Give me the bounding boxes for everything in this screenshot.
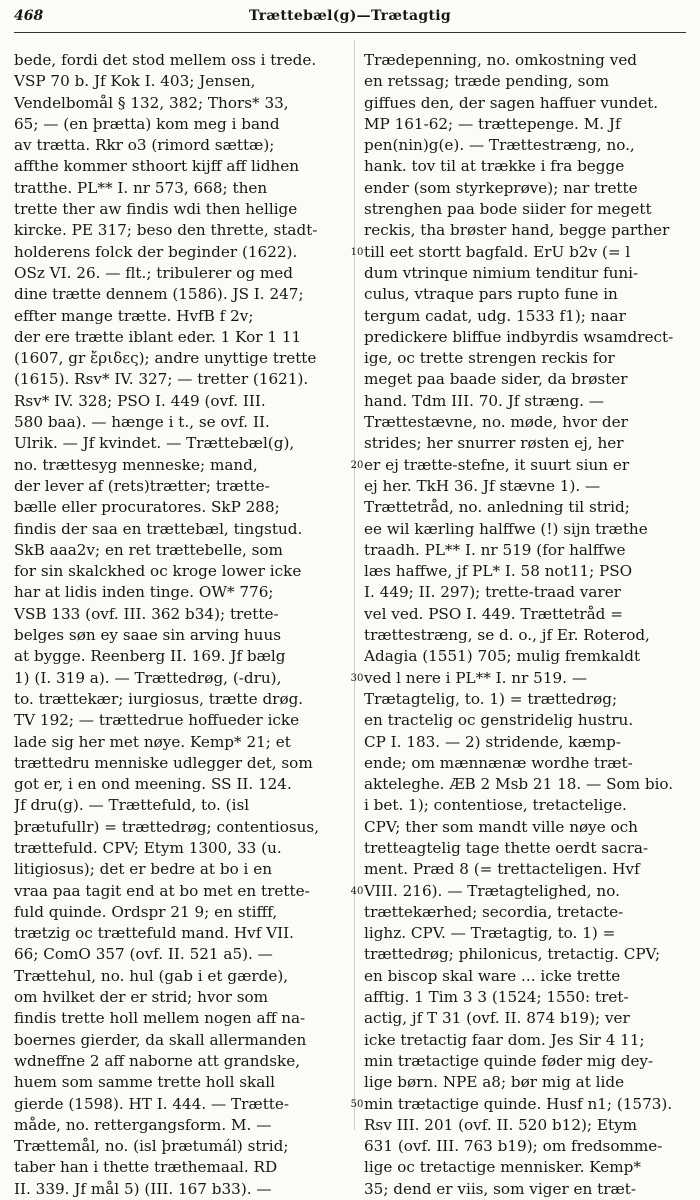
text-line: har at lidis inden tinge. OW* 776; [14,583,274,602]
text-line: min trætactige quinde. Husf n1; (1573). [364,1094,673,1113]
text-line: dine trætte dennem (1586). JS I. 247; [14,285,304,304]
text-line: (1615). Rsv* IV. 327; — tretter (1621). [14,370,309,389]
text-line: got er, i en ond meening. SS II. 124. [14,775,292,794]
page-number: 468 [14,8,44,24]
text-line: dum vtrinque nimium tenditur funi- [364,263,639,282]
text-line: MP 161-62; — trættepenge. M. Jf [364,114,621,133]
text-line: min trætactige quinde føder mig dey- [364,1051,654,1070]
line-number: 40 [350,885,364,897]
text-line: bede, fordi det stod mellem oss i trede. [14,51,317,69]
text-line: giffues den, der sagen haffuer vundet. [364,93,659,112]
text-line: huem som samme trette holl skall [14,1073,276,1092]
text-line: VSB 133 (ovf. III. 362 b34); trette- [14,604,279,623]
text-line: 631 (ovf. III. 763 b19); om fredsomme- [364,1137,663,1156]
text-line: gierde (1598). HT I. 444. — Trætte- [14,1094,290,1113]
text-line: lighz. CPV. — Trætagtig, to. 1) = [364,924,616,943]
text-line: reckis, tha brøster hand, begge parther [364,221,670,240]
header-rule [14,32,686,33]
text-line: Trædepenning, no. omkostning ved [364,51,638,69]
text-line: Trættemål, no. (isl þrætumál) strid; [14,1137,289,1156]
text-line: trette ther aw findis wdi then hellige [14,200,298,219]
text-line: icke tretactig faar dom. Jes Sir 4 11; [364,1030,645,1049]
text-line: ej her. TkH 36. Jf stævne 1). — [364,476,601,495]
text-line: taber han i thette træthemaal. RD [14,1158,278,1177]
text-line: vel ved. PSO I. 449. Trættetråd = [364,604,623,623]
text-line: Ulrik. — Jf kvindet. — Trættebæl(g), [14,434,295,453]
text-line: tergum cadat, udg. 1533 f1); naar [364,306,626,325]
page-header [0,0,700,46]
text-line: holderens folck der beginder (1622). [14,242,298,261]
text-line: CP I. 183. — 2) stridende, kæmp- [364,732,622,751]
text-line: afftig. 1 Tim 3 3 (1524; 1550: tret- [364,988,629,1007]
text-line: Rsv III. 201 (ovf. II. 520 b12); Etym [364,1115,638,1134]
text-line: traadh. PL** I. nr 519 (for halffwe [364,540,626,559]
text-line: om hvilket der er strid; hvor som [14,988,269,1007]
text-line: Rsv* IV. 328; PSO I. 449 (ovf. III. [14,391,266,410]
text-line: þrætufullr) = trættedrøg; contentiosus, [14,817,320,836]
text-line: 66; ComO 357 (ovf. II. 521 a5). — [14,945,273,964]
text-line: bælle eller procuratores. SkP 288; [14,498,280,517]
running-head: Trættebæl(g)—Trætagtig [249,8,451,24]
text-line: hank. tov til at trække i fra begge [364,157,625,176]
text-line: findis der saa en trættebæl, tingstud. [14,519,303,538]
left-column [14,50,349,1200]
text-line: er ej trætte-stefne, it suurt siun er [364,455,630,474]
text-line: trættekærhed; secordia, tretacte- [364,902,624,921]
text-line: no. trættesyg menneske; mand, [14,455,258,474]
text-line: trættefuld. CPV; Etym 1300, 33 (u. [14,838,282,857]
text-line: Adagia (1551) 705; mulig fremkaldt [364,647,641,666]
text-line: ment. Præd 8 (= trettacteligen. Hvf [364,860,640,879]
text-line: strenghen paa bode siider for megett [364,200,652,219]
text-line: VSP 70 b. Jf Kok I. 403; Jensen, [14,72,256,91]
column-divider [354,40,355,1130]
text-line: en retssag; træde pending, som [364,72,610,91]
text-line: at bygge. Reenberg II. 169. Jf bælg [14,647,286,666]
text-line: Trættehul, no. hul (gab i et gærde), [14,966,289,985]
text-line: to. trættekær; iurgiosus, trætte drøg. [14,689,304,708]
text-line: 1) (I. 319 a). — Trættedrøg, (-dru), [14,668,282,687]
text-line: der ere trætte iblant eder. 1 Kor 1 11 [14,327,302,346]
text-line: ender (som styrkeprøve); nar trette [364,178,638,197]
text-line: (1607, gr ἔριδες); andre unyttige trette [14,349,317,368]
text-line: læs haffwe, jf PL* I. 58 not11; PSO [364,562,633,581]
right-column [364,50,699,1200]
text-line: 65; — (en þrætta) kom meg i band [14,114,280,133]
text-line: der lever af (rets)trætter; trætte- [14,476,270,495]
text-line: hand. Tdm III. 70. Jf stræng. — [364,391,605,410]
text-line: tretteagtelig tage thette oerdt sacra- [364,838,649,857]
text-line: Jf dru(g). — Trættefuld, to. (isl [14,796,250,815]
line-number: 50 [350,1098,364,1110]
text-line: boernes gierder, da skall allermanden [14,1030,307,1049]
text-line: 580 baa). — hænge i t., se ovf. II. [14,413,270,432]
text-line: av trætta. Rkr o3 (rimord sættæ); [14,136,275,155]
text-line: meget paa baade sider, da brøster [364,370,628,389]
text-line: trættestræng, se d. o., jf Er. Roterod, [364,626,650,645]
text-line: ved l nere i PL** I. nr 519. — [364,668,588,687]
text-line: predickere bliffue indbyrdis wsamdrect- [364,327,674,346]
text-line: en biscop skal ware ... icke trette [364,966,621,985]
text-line: Trættestævne, no. møde, hvor der [364,413,628,432]
text-line: trættedrøg; philonicus, tretactig. CPV; [364,945,661,964]
text-line: actig, jf T 31 (ovf. II. 874 b19); ver [364,1009,630,1028]
text-line: lige børn. NPE a8; bør mig at lide [364,1073,625,1092]
text-line: VIII. 216). — Trætagtelighed, no. [364,881,620,900]
text-line: lade sig her met nøye. Kemp* 21; et [14,732,291,751]
text-line: Trættetråd, no. anledning til strid; [364,498,630,517]
text-line: strides; her snurrer røsten ej, her [364,434,624,453]
text-line: i bet. 1); contentiose, tretactelige. [364,796,627,815]
text-line: findis trette holl mellem nogen aff na- [14,1009,306,1028]
text-line: I. 449; II. 297); trette-traad varer [364,583,621,602]
text-line: ee wil kærling halffwe (!) sijn træthe [364,519,648,538]
line-number: 30 [350,672,364,684]
text-line: kircke. PE 317; beso den thrette, stadt- [14,221,318,240]
text-line: ige, oc trette strengen reckis for [364,349,615,368]
text-line: ende; om mænnænæ wordhe træt- [364,753,633,772]
text-line: trætzig oc trættefuld mand. Hvf VII. [14,924,294,943]
text-line: fuld quinde. Ordspr 21 9; en stifff, [14,902,278,921]
text-line: affthe kommer sthoort kijff aff lidhen [14,157,299,176]
text-line: litigiosus); det er bedre at bo i en [14,860,272,879]
text-line: CPV; ther som mandt ville nøye och [364,817,638,836]
text-line: OSz VI. 26. — flt.; tribulerer og med [14,263,294,282]
text-line: till eet stortt bagfald. ErU b2v (= l [364,242,631,261]
text-line: TV 192; — trættedrue hoffueder icke [14,711,300,730]
text-line: wdneffne 2 aff naborne att grandske, [14,1051,301,1070]
text-line: 35; dend er viis, som viger en træt- [364,1179,637,1198]
text-line: belges søn ey saae sin arving huus [14,626,282,645]
text-line: vraa paa tagit end at bo met en trette- [14,881,310,900]
text-line: en tractelig oc genstridelig hustru. [364,711,634,730]
text-line: trættedru menniske udlegger det, som [14,753,313,772]
text-line: akteleghe. ÆB 2 Msb 21 18. — Som bio. [364,775,674,794]
text-line: culus, vtraque pars rupto fune in [364,285,618,304]
text-line: pen(nin)g(e). — Trættestræng, no., [364,136,635,155]
text-line: II. 339. Jf mål 5) (III. 167 b33). — [14,1179,272,1198]
line-number: 20 [350,459,364,471]
text-line: Vendelbomål § 132, 382; Thors* 33, [14,93,289,112]
text-line: SkB aaa2v; en ret trættebelle, som [14,540,283,559]
text-line: Trætagtelig, to. 1) = trættedrøg; [364,689,618,708]
text-line: tratthe. PL** I. nr 573, 668; then [14,178,268,197]
text-line: effter mange trætte. HvfB f 2v; [14,306,254,325]
text-line: måde, no. rettergangsform. M. — [14,1115,272,1134]
text-line: lige oc tretactige mennisker. Kemp* [364,1158,641,1177]
line-number: 10 [350,246,364,258]
text-line: for sin skalckhed oc kroge lower icke [14,562,302,581]
